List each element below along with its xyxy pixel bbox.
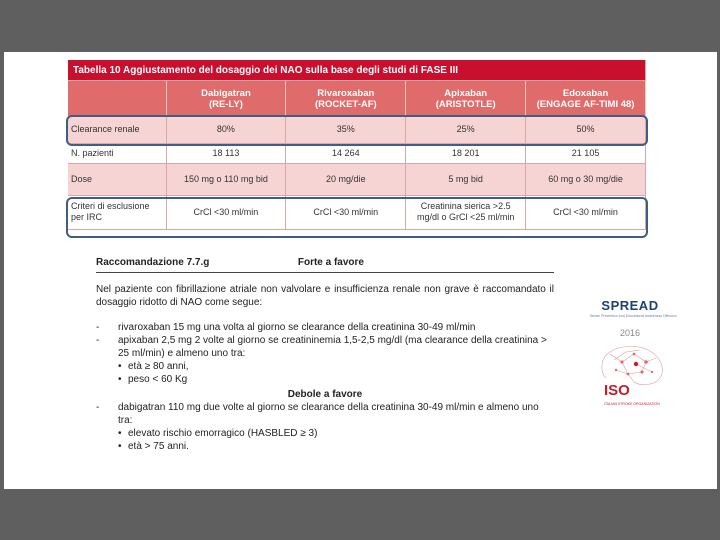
criteria-item: • età > 75 anni. xyxy=(118,440,554,453)
table-cell: 5 mg bid xyxy=(406,163,526,195)
iso-wordmark: ISO xyxy=(604,382,630,399)
recommendation-header xyxy=(96,256,554,273)
recommendation-heading: Raccomandazione 7.7.g xyxy=(96,257,210,268)
table-cell: CrCl <30 ml/min xyxy=(166,195,286,229)
table-cell: 150 mg o 110 mg bid xyxy=(166,163,286,195)
header-study: (RE-LY) xyxy=(208,99,243,110)
iso-subtitle: ITALIAN STROKE ORGANIZATION xyxy=(604,402,660,406)
header-drug: Edoxaban xyxy=(562,88,609,99)
table-cell: 80% xyxy=(166,117,286,143)
row-label-patients: N. pazienti xyxy=(68,143,166,163)
row-label-exclusion: Criteri di esclusione per IRC xyxy=(68,195,166,229)
header-study: (ROCKET-AF) xyxy=(314,99,377,110)
header-drug: Dabigatran xyxy=(201,88,251,99)
recommendation-strength: Forte a favore xyxy=(297,257,364,268)
table-cell: 21 105 xyxy=(526,143,646,163)
criteria-item: • età ≥ 80 anni, xyxy=(118,360,554,373)
row-label-clearance: Clearance renale xyxy=(68,117,166,143)
row-label-dose: Dose xyxy=(68,163,166,195)
highlight-outline-exclusion xyxy=(66,197,648,238)
table-cell: 18 113 xyxy=(166,143,286,163)
table-cell: 20 mg/die xyxy=(286,163,406,195)
table-cell: 14 264 xyxy=(286,143,406,163)
spread-subtitle: Stroke Prevention And Educational Awareness Diffusion xyxy=(590,314,677,318)
weak-strength: Debole a favore xyxy=(287,389,363,400)
list-item-text: dabigatran 110 mg due volte al giorno se clearance della creatinina 30-49 ml/min e almeno uno tra: xyxy=(118,402,539,426)
table-cell: 50% xyxy=(526,117,646,143)
recommendation-intro: Nel paziente con fibrillazione atriale non valvolare e insufficienza renale non grave è raccomandato il dosaggio ridotto di NAO come segue: xyxy=(96,284,554,308)
table-title: Tabella 10 Aggiustamento del dosaggio dei NAO sulla base degli studi di FASE III xyxy=(68,60,646,81)
list-item-text: apixaban 2,5 mg 2 volte al giorno se creatininemia 1,5-2,5 mg/dl (ma clearance della creatinina > 25 ml/min) e almeno uno tra: xyxy=(118,335,547,359)
slide xyxy=(4,52,717,489)
table-cell: 60 mg o 30 mg/die xyxy=(526,163,646,195)
criteria-item: • peso < 60 Kg xyxy=(118,373,554,386)
list-item xyxy=(96,401,554,453)
criteria-list xyxy=(118,427,554,453)
list-item: - rivaroxaban 15 mg una volta al giorno se clearance della creatinina 30-49 ml/min xyxy=(96,321,554,334)
header-study: (ARISTOTLE) xyxy=(435,99,496,110)
table-cell: Creatinina sierica >2.5 mg/dl o GrCl <25 ml/min xyxy=(406,195,526,229)
header-dabigatran xyxy=(166,81,286,118)
list-item xyxy=(96,334,554,386)
iso-logo xyxy=(596,344,672,416)
header-drug: Apixaban xyxy=(444,88,488,99)
table-cell: 35% xyxy=(286,117,406,143)
weak-recommendation-list xyxy=(96,401,554,453)
table-cell: 25% xyxy=(406,117,526,143)
spread-logo xyxy=(590,298,677,338)
criteria-item: • elevato rischio emorragico (HASBLED ≥ 3) xyxy=(118,427,554,440)
criteria-list xyxy=(118,360,554,386)
recommendation-block xyxy=(96,256,554,453)
table-cell: CrCl <30 ml/min xyxy=(286,195,406,229)
header-rivaroxaban xyxy=(286,81,406,118)
header-edoxaban xyxy=(526,81,646,118)
header-drug: Rivaroxaban xyxy=(317,88,375,99)
recommendation-list xyxy=(96,321,554,386)
table-cell: 18 201 xyxy=(406,143,526,163)
header-apixaban xyxy=(406,81,526,118)
highlight-outline-clearance xyxy=(66,115,648,146)
year-label: 2016 xyxy=(619,328,641,338)
header-empty xyxy=(68,81,166,118)
table-cell: CrCl <30 ml/min xyxy=(526,195,646,229)
header-study: (ENGAGE AF-TIMI 48) xyxy=(536,99,635,110)
spread-wordmark: SPREAD xyxy=(601,298,659,313)
